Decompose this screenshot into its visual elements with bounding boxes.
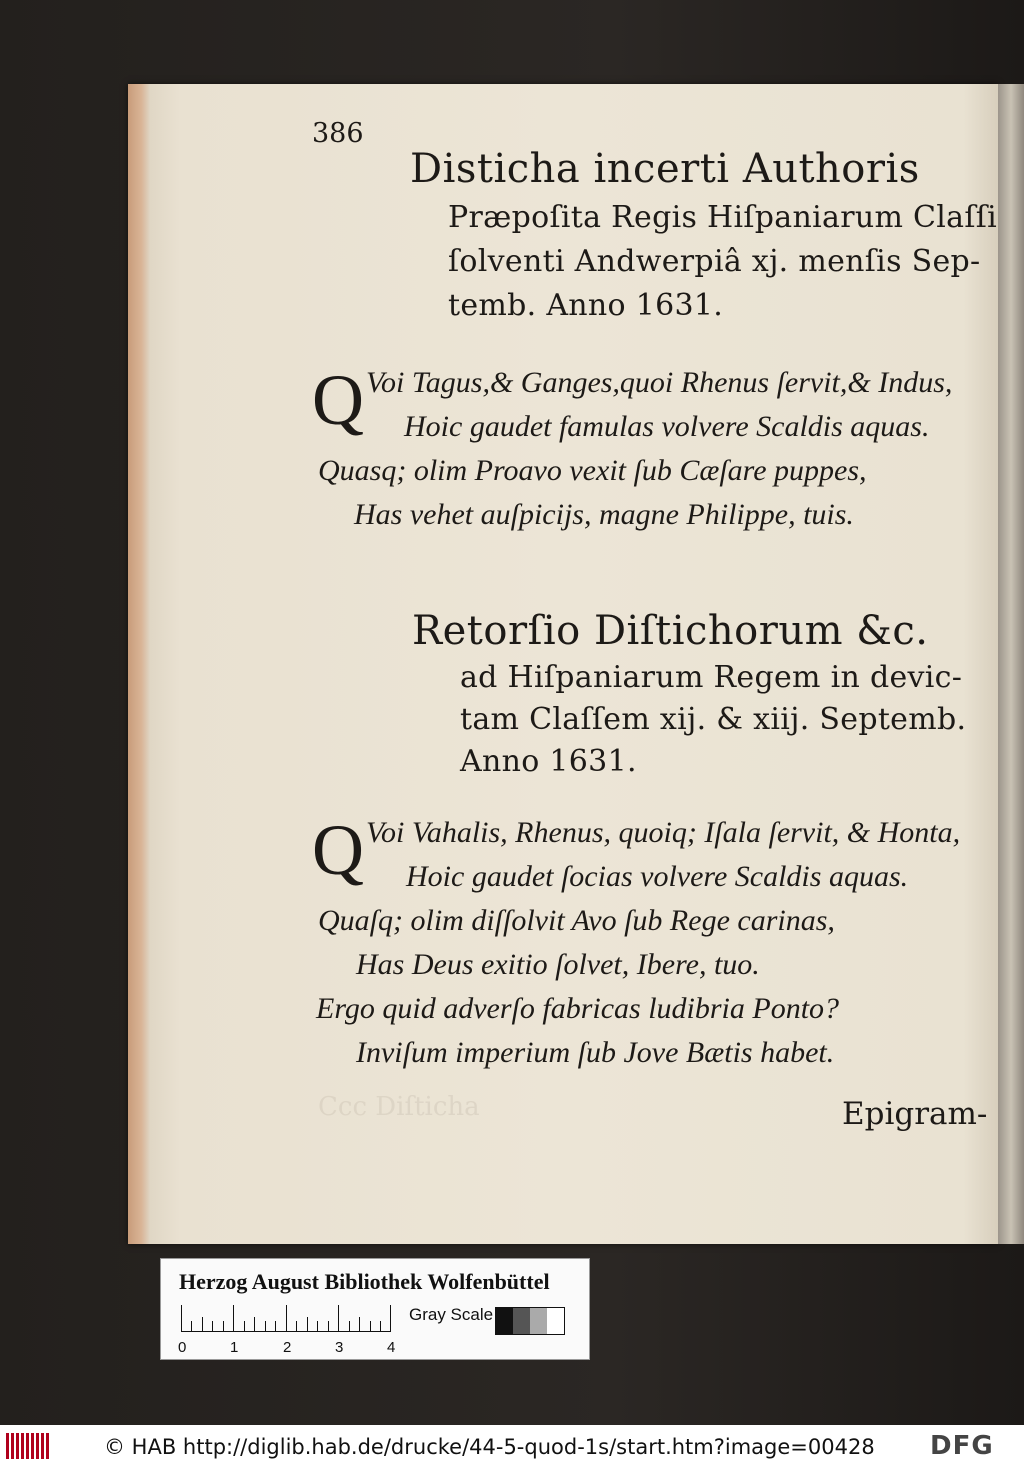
heading-line: Anno 1631. bbox=[460, 744, 637, 779]
gray-scale-label: Gray Scale bbox=[409, 1305, 494, 1324]
ruler-number: 0 bbox=[178, 1339, 187, 1356]
verse-line: Quaſq; olim diſſolvit Avo ſub Rege carinas, bbox=[318, 904, 835, 937]
verse-line: Ergo quid adverſo fabricas ludibria Ponto? bbox=[316, 992, 840, 1025]
footer-bar bbox=[0, 1425, 1024, 1467]
credit-link[interactable]: © HAB http://diglib.hab.de/drucke/44-5-quod-1s/start.htm?image=00428 bbox=[104, 1435, 875, 1459]
verse-line: Hoic gaudet ſocias volvere Scaldis aquas. bbox=[406, 860, 909, 893]
scale-ruler bbox=[181, 1305, 391, 1332]
heading-line: tam Claſſem xij. & xiij. Septemb. bbox=[460, 702, 967, 737]
verse-line: Has Deus exitio ſolvet, Ibere, tuo. bbox=[356, 948, 760, 981]
catchword: Epigram- bbox=[842, 1096, 988, 1132]
facing-page-edge bbox=[998, 84, 1024, 1244]
drop-cap: Q bbox=[312, 360, 364, 440]
heading-line: Præpoſita Regis Hiſpaniarum Claſſi bbox=[448, 200, 998, 235]
verse-line: Voi Tagus,& Ganges,quoi Rhenus ſervit,& Indus, bbox=[366, 366, 953, 399]
swatch bbox=[530, 1308, 547, 1334]
gray-scale-swatches bbox=[495, 1307, 565, 1335]
dfg-logo: DFG bbox=[930, 1431, 994, 1461]
heading-line: temb. Anno 1631. bbox=[448, 288, 724, 323]
swatch bbox=[496, 1308, 513, 1334]
drop-cap: Q bbox=[312, 810, 364, 890]
page-edge bbox=[128, 84, 150, 1244]
bleed-through-text: Ccc Diſticha bbox=[318, 1092, 480, 1122]
verse-line: Inviſum imperium ſub Jove Bætis habet. bbox=[356, 1036, 835, 1069]
swatch bbox=[547, 1308, 564, 1334]
heading-line: ſolventi Andwerpiâ xj. menſis Sep- bbox=[448, 244, 981, 279]
ruler-number: 1 bbox=[230, 1339, 239, 1356]
hab-barcode-icon bbox=[6, 1433, 50, 1459]
verse-line: Voi Vahalis, Rhenus, quoiq; Iſala ſervit, & Honta, bbox=[366, 816, 961, 849]
heading-title: Disticha incerti Authoris bbox=[410, 146, 920, 192]
card-title: Herzog August Bibliothek Wolfenbüttel bbox=[179, 1269, 550, 1294]
verse-line: Has vehet auſpicijs, magne Philippe, tuis. bbox=[354, 498, 854, 531]
heading-title: Retorſio Diſtichorum &c. bbox=[412, 608, 929, 654]
ruler-number: 4 bbox=[387, 1339, 396, 1356]
heading-line: ad Hiſpaniarum Regem in devic- bbox=[460, 660, 963, 695]
page-number: 386 bbox=[312, 118, 364, 149]
ruler-number: 3 bbox=[335, 1339, 344, 1356]
color-calibration-card bbox=[160, 1258, 590, 1360]
ruler-number: 2 bbox=[283, 1339, 292, 1356]
verse-line: Hoic gaudet famulas volvere Scaldis aquas. bbox=[404, 410, 930, 443]
swatch bbox=[513, 1308, 530, 1334]
verse-line: Quasq; olim Proavo vexit ſub Cæſare puppes, bbox=[318, 454, 867, 487]
